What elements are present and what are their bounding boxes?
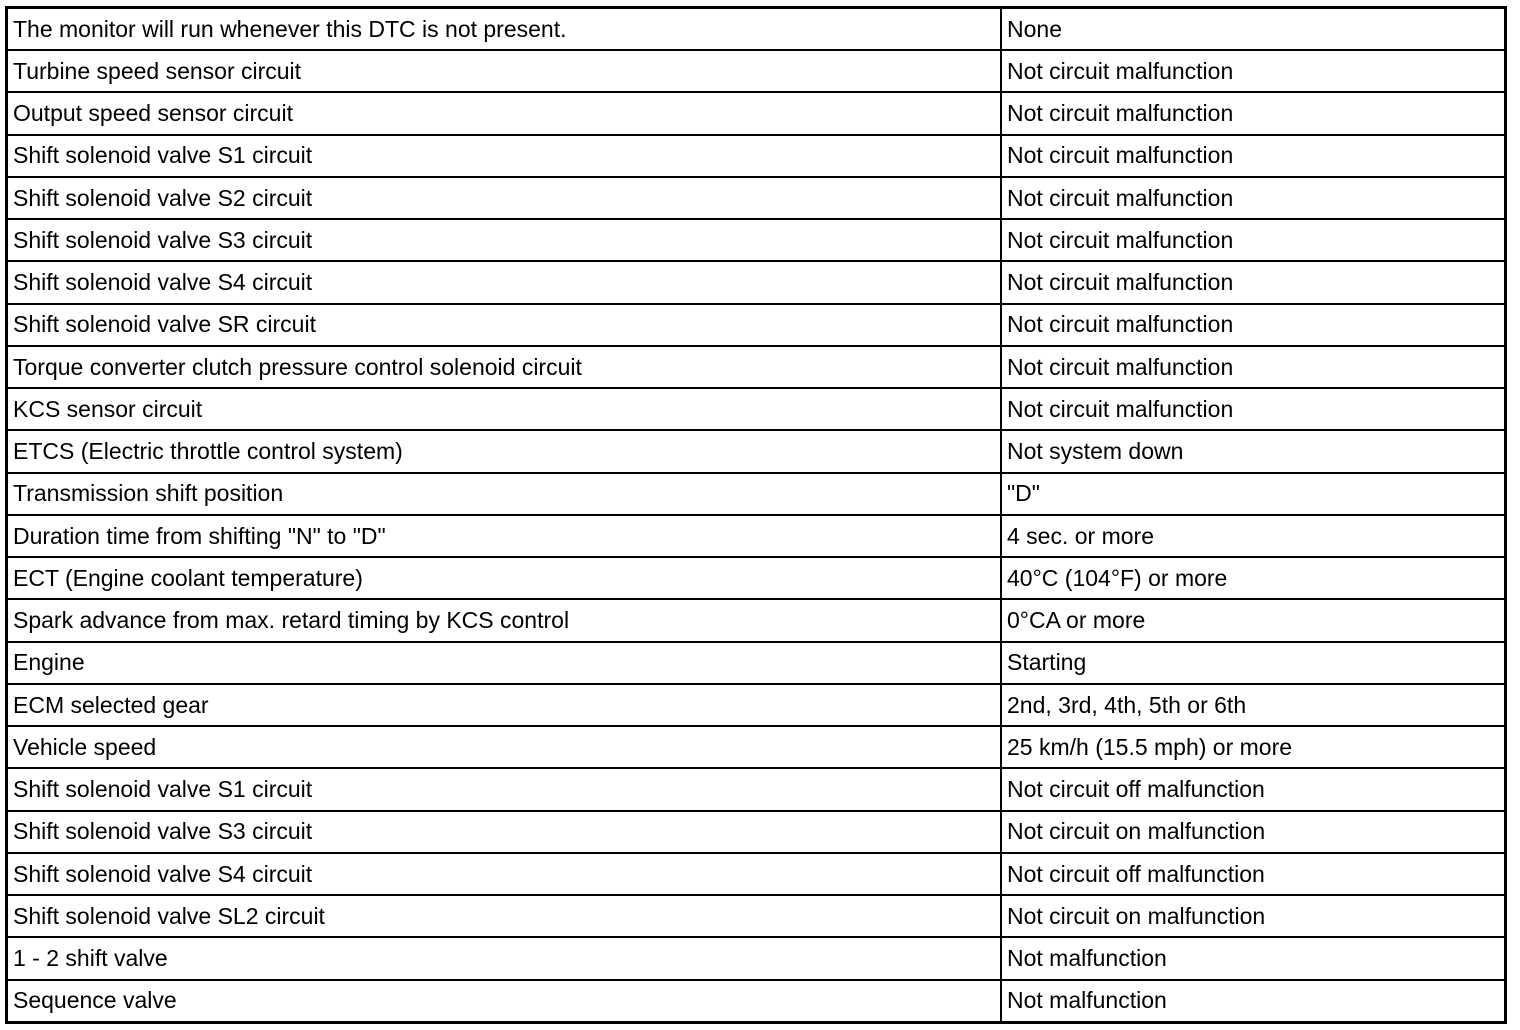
condition-item-cell: Shift solenoid valve S2 circuit bbox=[8, 177, 1001, 219]
condition-value-cell: Starting bbox=[1001, 642, 1504, 684]
condition-value-cell: None bbox=[1001, 9, 1504, 50]
condition-value-cell: Not circuit malfunction bbox=[1001, 177, 1504, 219]
condition-item-cell: The monitor will run whenever this DTC is not present. bbox=[8, 9, 1001, 50]
table-row bbox=[8, 937, 1504, 979]
condition-value-cell: 40°C (104°F) or more bbox=[1001, 557, 1504, 599]
condition-item-cell: Shift solenoid valve S4 circuit bbox=[8, 261, 1001, 303]
condition-item-cell: Transmission shift position bbox=[8, 473, 1001, 515]
table-row bbox=[8, 9, 1504, 50]
condition-item-cell: Shift solenoid valve S3 circuit bbox=[8, 219, 1001, 261]
table-row bbox=[8, 135, 1504, 177]
condition-item-cell: Engine bbox=[8, 642, 1001, 684]
table-row bbox=[8, 895, 1504, 937]
table-row bbox=[8, 177, 1504, 219]
condition-value-cell: Not system down bbox=[1001, 430, 1504, 472]
table-row bbox=[8, 980, 1504, 1021]
condition-value-cell: Not malfunction bbox=[1007, 987, 1167, 1014]
condition-item-cell: Shift solenoid valve S3 circuit bbox=[8, 811, 1001, 853]
condition-value-cell: Not circuit malfunction bbox=[1001, 92, 1504, 134]
monitor-conditions-table bbox=[8, 9, 1504, 1021]
table-row bbox=[8, 304, 1504, 346]
table-row bbox=[8, 430, 1504, 472]
condition-item-cell: ECT (Engine coolant temperature) bbox=[8, 557, 1001, 599]
condition-value-cell: Not circuit malfunction bbox=[1001, 388, 1504, 430]
condition-item-cell: Shift solenoid valve S1 circuit bbox=[8, 135, 1001, 177]
condition-item-cell: Spark advance from max. retard timing by KCS control bbox=[8, 599, 1001, 641]
condition-value-cell: 25 km/h (15.5 mph) or more bbox=[1001, 726, 1504, 768]
table-row bbox=[8, 853, 1504, 895]
condition-item-cell: ETCS (Electric throttle control system) bbox=[8, 430, 1001, 472]
condition-item-cell: Shift solenoid valve S1 circuit bbox=[8, 768, 1001, 810]
condition-value-cell: Not circuit off malfunction bbox=[1001, 853, 1504, 895]
condition-item-cell: Shift solenoid valve S4 circuit bbox=[8, 853, 1001, 895]
condition-item-cell: ECM selected gear bbox=[8, 684, 1001, 726]
condition-item-cell: Vehicle speed bbox=[8, 726, 1001, 768]
condition-item-cell: Turbine speed sensor circuit bbox=[8, 50, 1001, 92]
condition-item-cell: Sequence valve bbox=[8, 980, 1001, 1021]
table-row bbox=[8, 346, 1504, 388]
table-row bbox=[8, 557, 1504, 599]
table-row bbox=[8, 599, 1504, 641]
table-row bbox=[8, 92, 1504, 134]
monitor-conditions-table-frame bbox=[5, 6, 1507, 1024]
table-row bbox=[8, 768, 1504, 810]
table-row bbox=[8, 726, 1504, 768]
condition-item-cell: KCS sensor circuit bbox=[8, 388, 1001, 430]
condition-value-cell: Not malfunction bbox=[1001, 937, 1504, 979]
table-row bbox=[8, 219, 1504, 261]
condition-value-cell: 4 sec. or more bbox=[1001, 515, 1504, 557]
table-row bbox=[8, 473, 1504, 515]
condition-value-cell: Not circuit malfunction bbox=[1001, 219, 1504, 261]
condition-value-cell: Not circuit malfunction bbox=[1001, 304, 1504, 346]
condition-value-cell: Not circuit malfunction bbox=[1001, 346, 1504, 388]
table-row bbox=[8, 642, 1504, 684]
condition-value-cell: 0°CA or more bbox=[1001, 599, 1504, 641]
condition-value-cell: Not circuit on malfunction bbox=[1001, 811, 1504, 853]
condition-value-cell: Not circuit off malfunction bbox=[1001, 768, 1504, 810]
condition-item-cell: Torque converter clutch pressure control solenoid circuit bbox=[8, 346, 1001, 388]
condition-item-cell: Shift solenoid valve SR circuit bbox=[8, 304, 1001, 346]
condition-item-cell: Output speed sensor circuit bbox=[8, 92, 1001, 134]
table-row bbox=[8, 388, 1504, 430]
condition-value-cell: Not circuit on malfunction bbox=[1001, 895, 1504, 937]
table-body bbox=[8, 9, 1504, 1021]
condition-item-cell: Shift solenoid valve SL2 circuit bbox=[8, 895, 1001, 937]
table-row bbox=[8, 515, 1504, 557]
condition-item-cell: Duration time from shifting "N" to "D" bbox=[8, 515, 1001, 557]
condition-item-cell: 1 - 2 shift valve bbox=[8, 937, 1001, 979]
table-row bbox=[8, 50, 1504, 92]
table-row bbox=[8, 261, 1504, 303]
condition-value-cell: 2nd, 3rd, 4th, 5th or 6th bbox=[1001, 684, 1504, 726]
condition-value-cell: Not circuit malfunction bbox=[1001, 261, 1504, 303]
table-row bbox=[8, 684, 1504, 726]
table-row bbox=[8, 811, 1504, 853]
condition-value-cell: Not circuit malfunction bbox=[1001, 50, 1504, 92]
condition-value-cell: Not circuit malfunction bbox=[1001, 135, 1504, 177]
condition-value-cell: "D" bbox=[1001, 473, 1504, 515]
